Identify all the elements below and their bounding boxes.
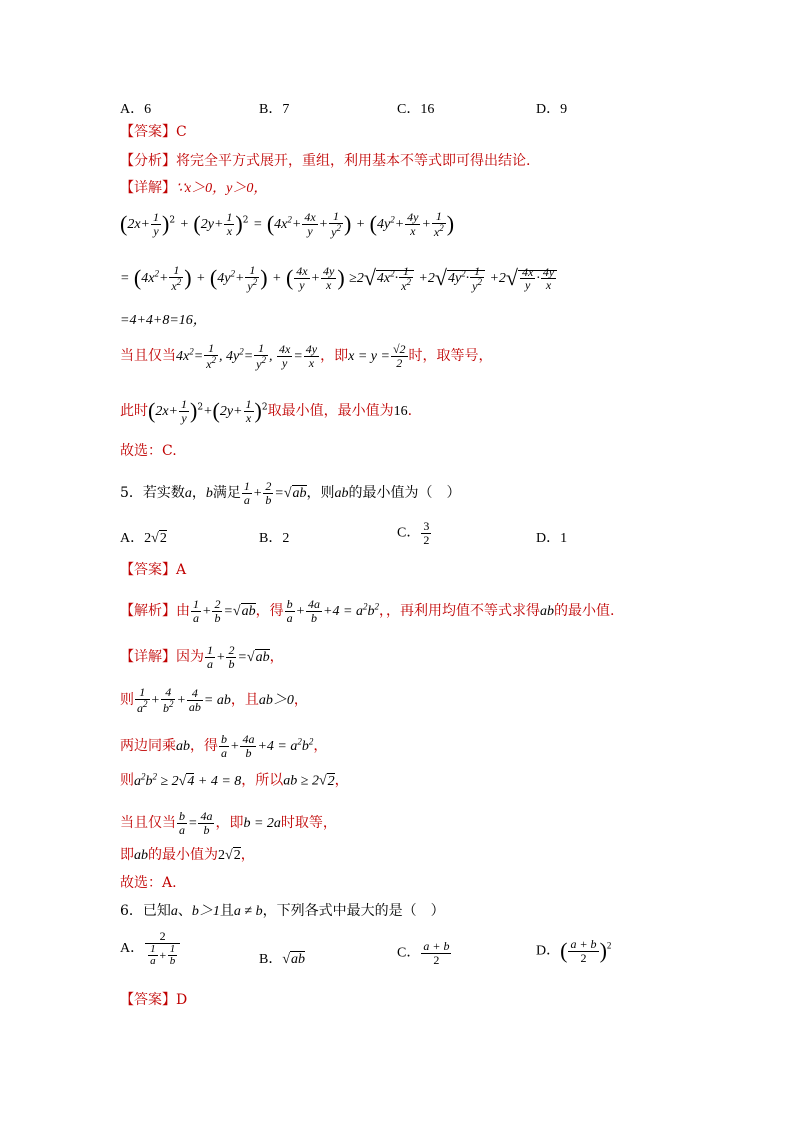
q5-option-d: D．1 <box>536 531 568 546</box>
answer-value: C <box>176 124 187 140</box>
q4-detail <box>120 181 267 196</box>
analysis-tag: 【分析】 <box>120 153 176 169</box>
q5-jiexi: 【解析】由 $\frac{1}{a}$ + $\frac{2}{b}$ =√ab，得 $\frac{b}{a}$ + $\frac{4a}{b}$ $+4 = a^2b^2$，，再利用均值不等式求得ab的最小值. <box>120 597 615 625</box>
q5-option-c: C． $\frac{3}{2}$ <box>397 519 430 547</box>
q6-option-b: B．√ab <box>259 952 306 967</box>
q4-option-d: D．9 <box>536 102 568 117</box>
q6-option-a: A． 2 $\frac{1}{a}$ + $\frac{1}{b}$ <box>120 930 181 968</box>
q4-option-a: A．6 <box>120 102 152 117</box>
q5-detail-line-3: 两边同乘ab，得 $\frac{b}{a}$ + $\frac{4a}{b}$ $+4 = a^2b^2$， <box>120 732 328 760</box>
q4-equation-1: (2x+ $\frac{1}{y}$ )$^2$ + (2y+ $\frac{1}{x}$ )$^2 = (4x^2+$ $\frac{4x}{y}$ + $\frac{1}{y^2}$ ) + ($4y^2+$ $\frac{4y}{x}$ + $\frac{1}{x^2}$ ) <box>120 209 455 239</box>
q4-condition: 当且仅当$4x^2=$ $\frac{1}{x^2}$ , $4y^2=$ $\frac{1}{y^2}$ , $\frac{4x}{y}$ = $\frac{4y}{x}$ ，即x = y = $\frac{√2}{2}$ 时，取等号， <box>120 341 493 371</box>
q5-detail-line-1: 【详解】因为 $\frac{1}{a}$ + $\frac{2}{b}$ =√ab， <box>120 643 284 671</box>
analysis-text: 将完全平方式展开，重组，利用基本不等式即可得出结论. <box>176 153 531 169</box>
q5-answer: 【答案】A <box>120 562 187 578</box>
detail-tag: 【详解】 <box>120 180 176 196</box>
q5-detail-line-6: 即ab的最小值为2√2， <box>120 847 255 863</box>
q4-option-b: B．7 <box>259 102 290 117</box>
q5-pick: 故选：A. <box>120 875 177 891</box>
q4-analysis <box>120 154 530 168</box>
q4-answer <box>120 125 187 139</box>
q5-option-a: A．2√2 <box>120 531 167 546</box>
q6-option-c: C． $\frac{a + b}{2}$ <box>397 939 450 967</box>
q5-detail-line-2: 则 $\frac{1}{a^2}$ + $\frac{4}{b^2}$ + $\frac{4}{ab}$ = ab，且ab＞0， <box>120 685 308 715</box>
q6-option-d: D．( $\frac{a + b}{2}$ )$^2$ <box>536 937 612 965</box>
q4-equation-2: = ($4x^2+$ $\frac{1}{x^2}$ ) + ($4y^2+$ $\frac{1}{y^2}$ ) + ( $\frac{4x}{y}$ + $\frac{4y}{x}$ ) $\ge 2√4x^2\cdot$ $\frac{1}{x^2}$ $+2√4y^2\cdot$ $\frac{1}{y^2}$ +2√ $\frac{4x}{y}$ · $\frac{4y}{x}$ <box>120 264 557 293</box>
q4-pick: 故选：C. <box>120 443 177 459</box>
answer-tag: 【答案】 <box>120 124 176 140</box>
q6-stem: 6．已知a、b＞1且a ≠ b，下列各式中最大的是（ ） <box>120 903 445 919</box>
q5-option-b: B．2 <box>259 531 290 546</box>
q4-option-c: C．16 <box>397 102 435 117</box>
q4-conclusion: 此时(2x+ $\frac{1}{y}$ )$^2$+(2y+ $\frac{1}{x}$ )$^2$取最小值，最小值为16. <box>120 397 413 425</box>
q5-detail-line-5: 当且仅当 $\frac{b}{a}$ = $\frac{4a}{b}$ ，即b = 2a时取等， <box>120 809 337 837</box>
q5-detail-line-4: 则$a^2b^2 \ge 2√4 + 4 = 8$，所以ab ≥ 2√2， <box>120 771 349 789</box>
q5-stem: 5．若实数a，b满足 $\frac{1}{a}$ + $\frac{2}{b}$ =√ab，则ab的最小值为（ ） <box>120 479 461 507</box>
detail-text: ∵x＞0，y＞0， <box>176 181 268 196</box>
q4-equation-3: =4+4+8=16， <box>120 313 207 328</box>
q6-answer: 【答案】D <box>120 992 188 1008</box>
